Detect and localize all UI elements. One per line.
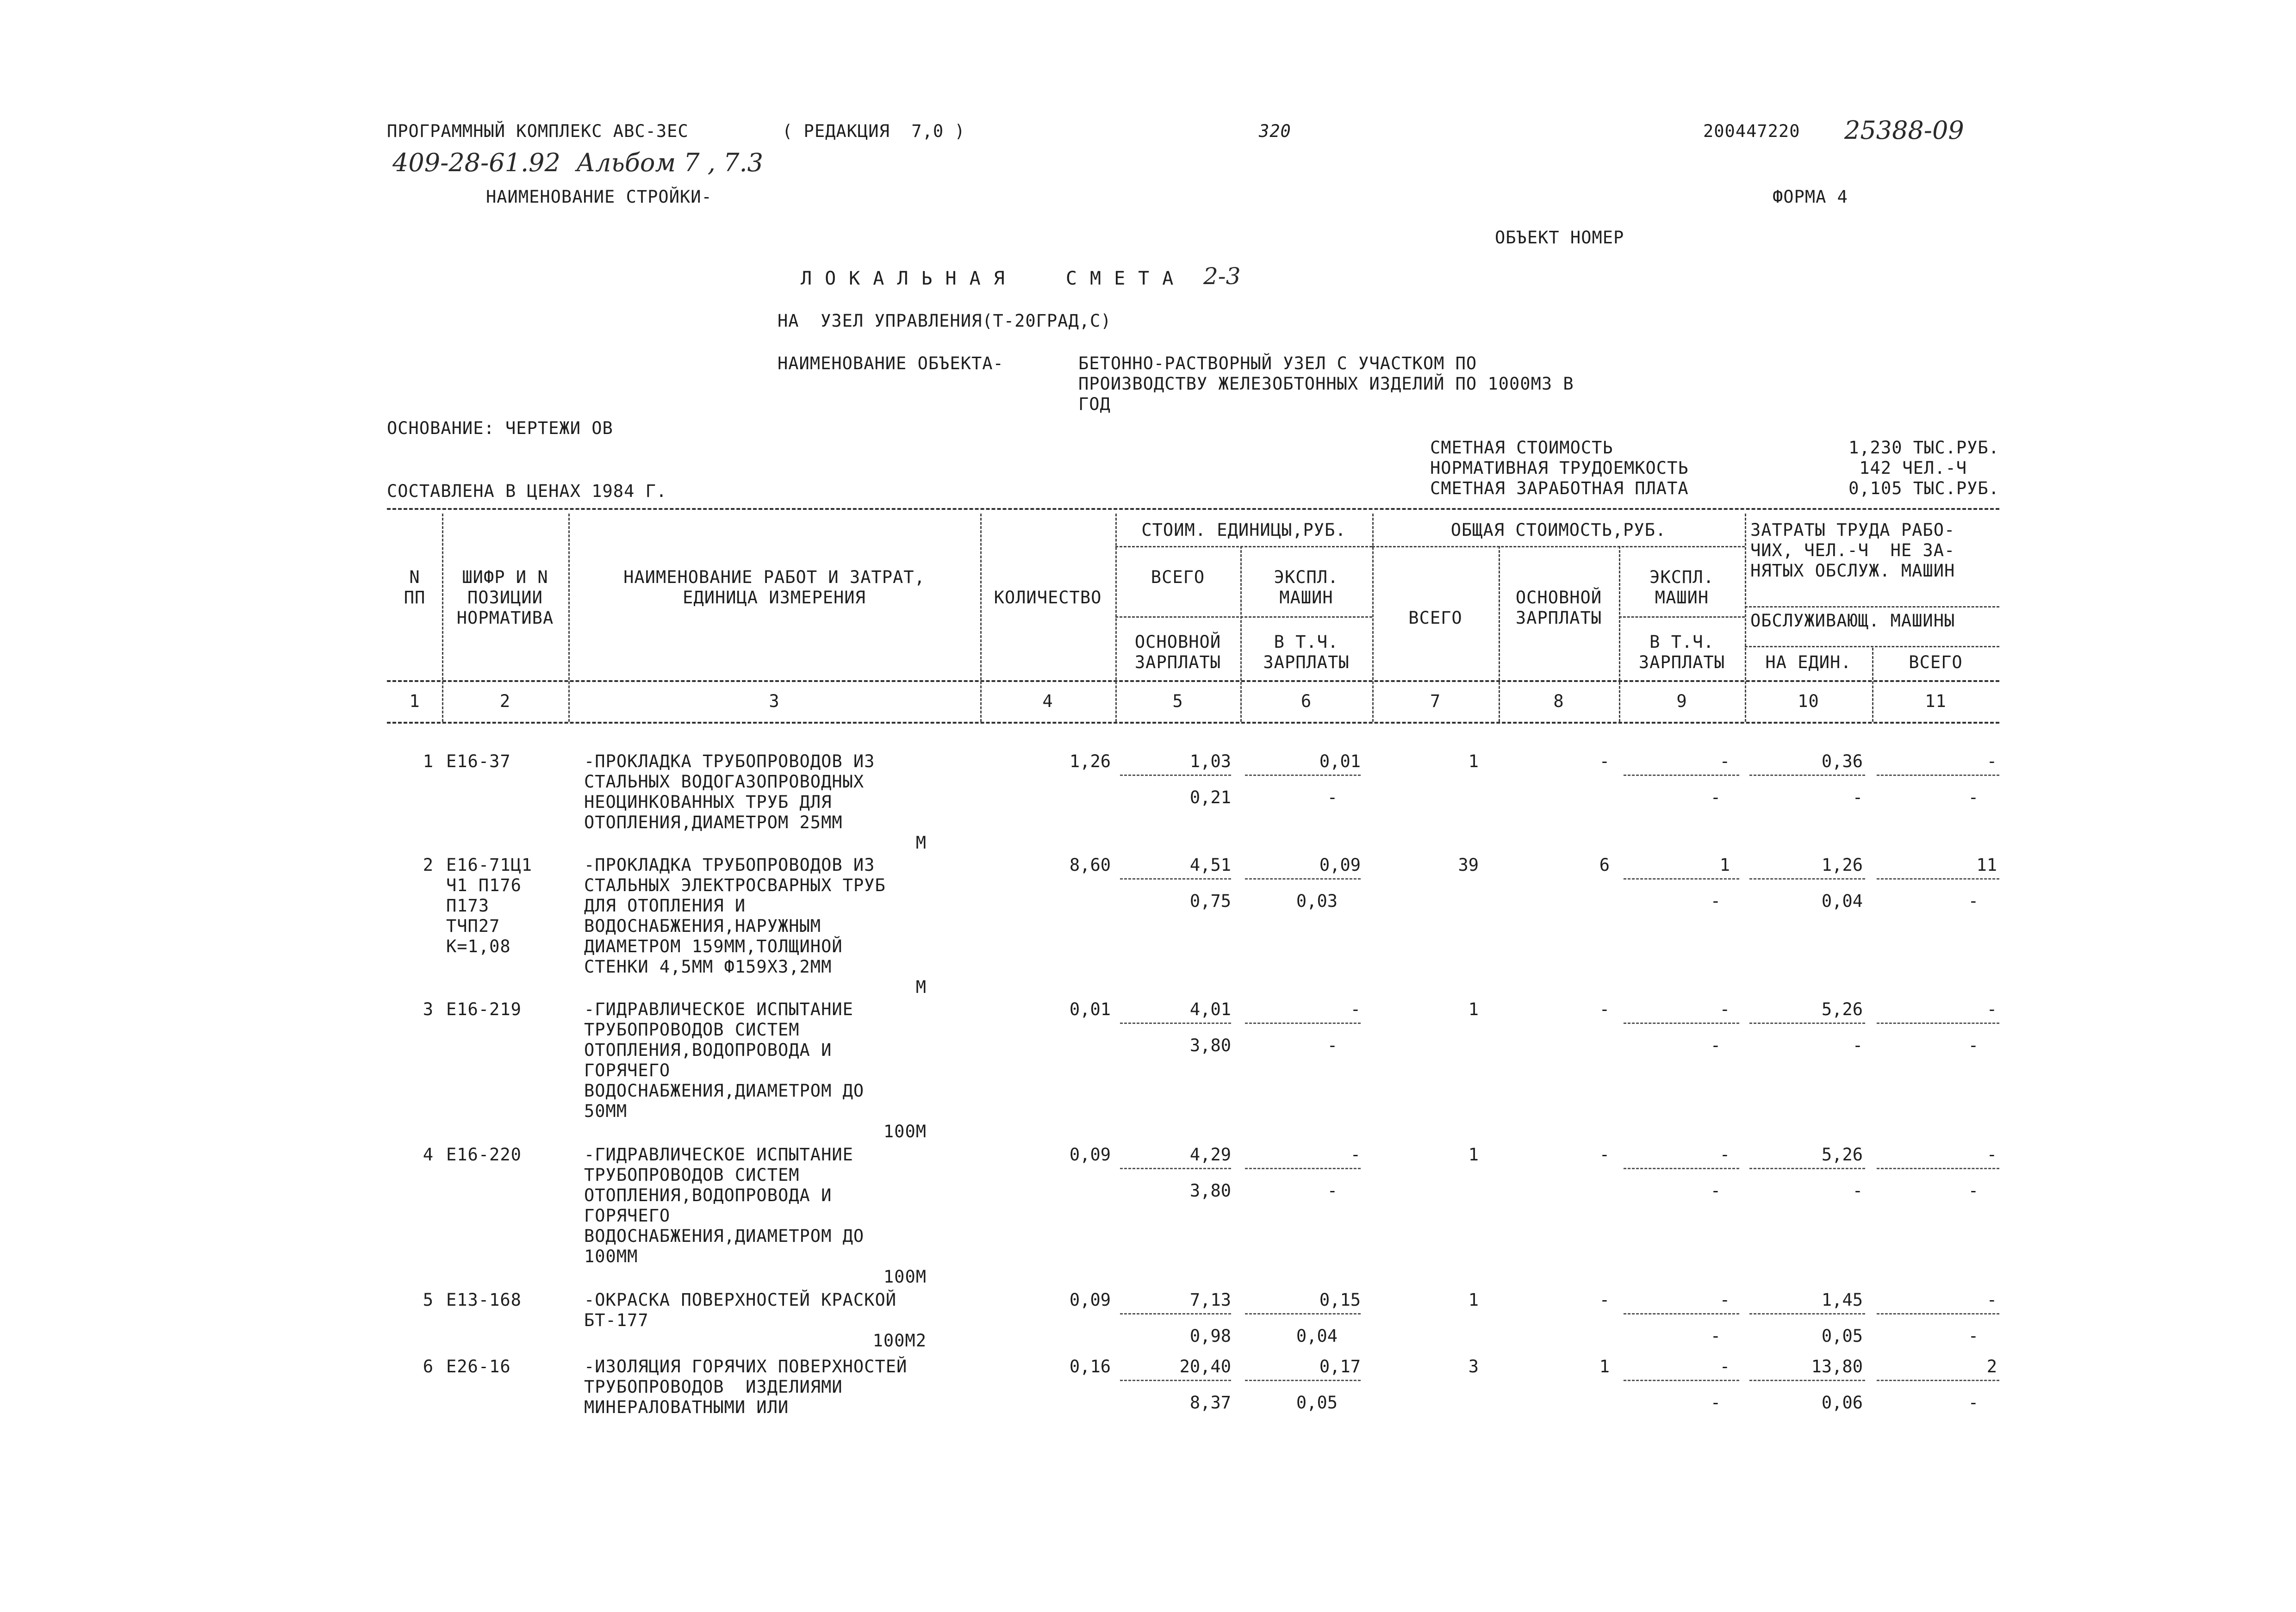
total-machines: -	[1719, 999, 1730, 1019]
labor-total: -	[1986, 1290, 1997, 1310]
work-name-line: МИНЕРАЛОВАТНЫМИ ИЛИ	[584, 1397, 789, 1417]
work-name-line: ГОРЯЧЕГО	[584, 1060, 671, 1080]
work-name-line: СТЕНКИ 4,5ММ Ф159Х3,2ММ	[584, 957, 832, 977]
labor-header-2: ЧИХ, ЧЕЛ.-Ч НЕ ЗА-	[1750, 540, 1955, 560]
col-divider-2	[568, 514, 570, 722]
col-number-11: 11	[1925, 691, 1947, 711]
col6-header-top-1: ЭКСПЛ.	[1274, 567, 1339, 587]
work-name-line: СТАЛЬНЫХ ВОДОГАЗОПРОВОДНЫХ	[584, 772, 865, 792]
cell-underline	[1877, 1168, 1999, 1169]
cell-underline	[1749, 878, 1865, 880]
quantity: 1,26	[1069, 751, 1111, 771]
unit-cost-machine-wages: 0,05	[1296, 1393, 1338, 1413]
work-name-line: 100ММ	[584, 1246, 638, 1266]
work-name-line: ОТОПЛЕНИЯ,ВОДОПРОВОДА И	[584, 1040, 832, 1060]
price-basis: СОСТАВЛЕНА В ЦЕНАХ 1984 Г.	[387, 481, 667, 501]
labor-total: -	[1986, 999, 1997, 1019]
col1-header-2: ПП	[404, 588, 426, 608]
total-machine-wages: -	[1710, 1181, 1721, 1201]
unit-cost-wages: 0,75	[1189, 891, 1231, 911]
col-divider-4	[1115, 514, 1117, 722]
cell-underline	[1624, 775, 1739, 776]
col-number-3: 3	[769, 691, 780, 711]
col-number-2: 2	[499, 691, 511, 711]
labor-machine-total: -	[1968, 1393, 1979, 1413]
work-name-line: ГОРЯЧЕГО	[584, 1206, 671, 1226]
col11-header: ВСЕГО	[1909, 652, 1963, 672]
work-name-line: ТРУБОПРОВОДОВ ИЗДЕЛИЯМИ	[584, 1377, 843, 1397]
labor-header-4: ОБСЛУЖИВАЮЩ. МАШИНЫ	[1750, 611, 1955, 631]
work-name-line: -ИЗОЛЯЦИЯ ГОРЯЧИХ ПОВЕРХНОСТЕЙ	[584, 1357, 908, 1376]
total-cost: 1	[1468, 1290, 1479, 1310]
work-name-line: -ГИДРАВЛИЧЕСКОЕ ИСПЫТАНИЕ	[584, 1145, 853, 1165]
total-wages: -	[1599, 999, 1610, 1019]
col6-header-top-2: МАШИН	[1279, 588, 1333, 608]
unit-cost-wages: 0,21	[1189, 787, 1231, 807]
labor-machine-per-unit: -	[1852, 1181, 1863, 1201]
unit-cost-subrule	[1115, 546, 1372, 547]
work-unit: М	[915, 977, 927, 997]
work-name-line: НЕОЦИНКОВАННЫХ ТРУБ ДЛЯ	[584, 792, 832, 812]
row-number: 6	[423, 1357, 433, 1376]
labor-machine-per-unit: -	[1852, 1035, 1863, 1055]
cell-underline	[1624, 1313, 1739, 1314]
labor-machine-total: -	[1968, 1326, 1979, 1346]
work-name-line: ТРУБОПРОВОДОВ СИСТЕМ	[584, 1165, 800, 1185]
basis: ОСНОВАНИЕ: ЧЕРТЕЖИ ОВ	[387, 418, 613, 438]
cell-underline	[1624, 1380, 1739, 1381]
work-unit: 100М	[883, 1267, 927, 1287]
col5-header-top: ВСЕГО	[1151, 567, 1205, 587]
machines-midrule	[1619, 616, 1745, 618]
col1-header-1: N	[409, 567, 420, 587]
total-machine-wages: -	[1710, 1393, 1721, 1413]
title-number: 2-3	[1203, 263, 1241, 290]
row-code: Е26-16	[446, 1357, 511, 1376]
object-name-line-1: БЕТОННО-РАСТВОРНЫЙ УЗЕЛ С УЧАСТКОМ ПО	[1078, 353, 1477, 373]
labor-per-unit: 5,26	[1821, 1145, 1863, 1165]
col3-header-1: НАИМЕНОВАНИЕ РАБОТ И ЗАТРАТ,	[623, 567, 925, 587]
total-wages: -	[1599, 1145, 1610, 1165]
cell-underline	[1120, 1313, 1231, 1314]
unit-cost-wages: 8,37	[1189, 1393, 1231, 1413]
row-code: Е16-219	[446, 999, 522, 1019]
cell-underline	[1749, 775, 1865, 776]
work-name-line: ВОДОСНАБЖЕНИЯ,НАРУЖНЫМ	[584, 916, 821, 936]
row-code: Е13-168	[446, 1290, 522, 1310]
total-cost: 3	[1468, 1357, 1479, 1376]
cell-underline	[1877, 775, 1999, 776]
col-number-9: 9	[1676, 691, 1687, 711]
total-cost: 1	[1468, 999, 1479, 1019]
total-machine-wages: -	[1710, 787, 1721, 807]
row-code: ТЧП27	[446, 916, 500, 936]
unit-cost-wages: 0,98	[1189, 1326, 1231, 1346]
summary-value-wages: 0,105 ТЫС.РУБ.	[1848, 478, 1999, 498]
col6-header-bottom-2: ЗАРПЛАТЫ	[1263, 652, 1350, 672]
labor-total: -	[1986, 1145, 1997, 1165]
cell-underline	[1624, 878, 1739, 880]
cell-underline	[1120, 1380, 1231, 1381]
unit-cost-machine-wages: -	[1327, 1181, 1338, 1201]
total-machine-wages: -	[1710, 1035, 1721, 1055]
col2-header-2: ПОЗИЦИИ	[467, 588, 543, 608]
quantity: 8,60	[1069, 855, 1111, 875]
cell-underline	[1749, 1023, 1865, 1024]
total-cost-header: ОБЩАЯ СТОИМОСТЬ,РУБ.	[1450, 520, 1667, 540]
object-name-line-2: ПРОИЗВОДСТВУ ЖЕЛЕЗОБТОННЫХ ИЗДЕЛИЙ ПО 1000МЗ В	[1078, 374, 1574, 394]
quantity: 0,16	[1069, 1357, 1111, 1376]
work-name-line: -ПРОКЛАДКА ТРУБОПРОВОДОВ ИЗ	[584, 855, 875, 875]
col5-header-bottom-2: ЗАРПЛАТЫ	[1134, 652, 1221, 672]
labor-machine-per-unit: 0,06	[1821, 1393, 1863, 1413]
row-code: К=1,08	[446, 936, 511, 956]
summary-label-wages: СМЕТНАЯ ЗАРАБОТНАЯ ПЛАТА	[1430, 478, 1689, 498]
row-code: Е16-37	[446, 751, 511, 771]
row-code: П173	[446, 896, 490, 916]
table-top-rule	[387, 508, 1999, 510]
unit-cost-machine-wages: 0,04	[1296, 1326, 1338, 1346]
unit-cost-total: 4,01	[1189, 999, 1231, 1019]
cell-underline	[1120, 775, 1231, 776]
work-name-line: -ГИДРАВЛИЧЕСКОЕ ИСПЫТАНИЕ	[584, 999, 853, 1019]
row-number: 2	[423, 855, 433, 875]
col7-header: ВСЕГО	[1408, 608, 1462, 628]
col9-header-top-2: МАШИН	[1655, 588, 1709, 608]
labor-header-1: ЗАТРАТЫ ТРУДА РАБО-	[1750, 520, 1955, 540]
document-title: ЛОКАЛЬНАЯ СМЕТА	[801, 268, 1187, 289]
col8-header-2: ЗАРПЛАТЫ	[1515, 608, 1602, 628]
summary-label-cost: СМЕТНАЯ СТОИМОСТЬ	[1430, 438, 1613, 458]
col-number-4: 4	[1042, 691, 1053, 711]
work-name-line: ВОДОСНАБЖЕНИЯ,ДИАМЕТРОМ ДО	[584, 1081, 865, 1101]
unit-cost-total: 4,29	[1189, 1145, 1231, 1165]
col10-header: НА ЕДИН.	[1765, 652, 1852, 672]
labor-machine-per-unit: 0,04	[1821, 891, 1863, 911]
unit-cost-machines: 0,17	[1319, 1357, 1361, 1376]
total-machine-wages: -	[1710, 891, 1721, 911]
header-bottom-rule	[387, 680, 1999, 682]
labor-machine-total: -	[1968, 891, 1979, 911]
unit-cost-machines: -	[1350, 999, 1361, 1019]
total-cost: 39	[1458, 855, 1479, 875]
quantity: 0,09	[1069, 1145, 1111, 1165]
cell-underline	[1245, 1023, 1361, 1024]
col-number-7: 7	[1430, 691, 1441, 711]
unit-cost-machines: 0,15	[1319, 1290, 1361, 1310]
total-machine-wages: -	[1710, 1326, 1721, 1346]
object-number-label: ОБЪЕКТ НОМЕР	[1495, 228, 1624, 248]
unit-cost-total: 20,40	[1179, 1357, 1231, 1376]
labor-machine-total: -	[1968, 1181, 1979, 1201]
cell-underline	[1245, 1380, 1361, 1381]
cell-underline	[1245, 775, 1361, 776]
total-wages: -	[1599, 751, 1610, 771]
unit-cost-machine-wages: 0,03	[1296, 891, 1338, 911]
unit-cost-total: 7,13	[1189, 1290, 1231, 1310]
total-machines: 1	[1719, 855, 1730, 875]
labor-per-unit: 5,26	[1821, 999, 1863, 1019]
cell-underline	[1877, 1023, 1999, 1024]
total-machines: -	[1719, 1357, 1730, 1376]
labor-per-unit: 13,80	[1811, 1357, 1863, 1376]
cell-underline	[1120, 1023, 1231, 1024]
col-divider-3	[980, 514, 982, 722]
col6-header-bottom-1: В Т.Ч.	[1274, 632, 1339, 652]
work-name-line: ОТОПЛЕНИЯ,ДИАМЕТРОМ 25ММ	[584, 812, 843, 832]
col8-header-1: ОСНОВНОЙ	[1515, 588, 1602, 608]
total-machines: -	[1719, 1145, 1730, 1165]
work-name-line: -ПРОКЛАДКА ТРУБОПРОВОДОВ ИЗ	[584, 751, 875, 771]
handwritten-album: 409-28-61.92 Альбом 7 , 7.3	[392, 148, 764, 177]
unit-cost-machine-wages: -	[1327, 1035, 1338, 1055]
unit-cost-machines: 0,01	[1319, 751, 1361, 771]
labor-machine-per-unit: -	[1852, 787, 1863, 807]
work-unit: 100М	[883, 1122, 927, 1141]
work-name-line: ДИАМЕТРОМ 159ММ,ТОЛЩИНОЙ	[584, 936, 843, 956]
row-number: 1	[423, 751, 433, 771]
construction-name-label: НАИМЕНОВАНИЕ СТРОЙКИ-	[486, 187, 712, 207]
work-name-line: ТРУБОПРОВОДОВ СИСТЕМ	[584, 1020, 800, 1040]
total-cost-subrule	[1372, 546, 1745, 547]
labor-header-3: НЯТЫХ ОБСЛУЖ. МАШИН	[1750, 561, 1955, 581]
total-machines: -	[1719, 1290, 1730, 1310]
total-wages: 6	[1599, 855, 1610, 875]
handwritten-code: 25388-09	[1844, 116, 1964, 145]
labor-midrule-2	[1745, 646, 1999, 647]
cell-underline	[1624, 1023, 1739, 1024]
labor-midrule-1	[1745, 606, 1999, 608]
cell-underline	[1749, 1168, 1865, 1169]
col9-header-top-1: ЭКСПЛ.	[1649, 567, 1714, 587]
col3-header-2: ЕДИНИЦА ИЗМЕРЕНИЯ	[683, 588, 866, 608]
labor-machine-total: -	[1968, 1035, 1979, 1055]
col4-header: КОЛИЧЕСТВО	[994, 588, 1102, 608]
row-code: Е16-220	[446, 1145, 522, 1165]
col-number-8: 8	[1553, 691, 1564, 711]
labor-machine-total: -	[1968, 787, 1979, 807]
work-name-line: СТАЛЬНЫХ ЭЛЕКТРОСВАРНЫХ ТРУБ	[584, 875, 886, 895]
labor-total: 11	[1976, 855, 1997, 875]
labor-per-unit: 0,36	[1821, 751, 1863, 771]
quantity: 0,09	[1069, 1290, 1111, 1310]
summary-value-cost: 1,230 ТЫС.РУБ.	[1848, 438, 1999, 458]
cell-underline	[1877, 1313, 1999, 1314]
edition: ( РЕДАКЦИЯ 7,0 )	[782, 121, 965, 141]
estimate-subject: НА УЗЕЛ УПРАВЛЕНИЯ(Т-20ГРАД,С)	[778, 311, 1112, 331]
unit-cost-wages: 3,80	[1189, 1181, 1231, 1201]
cell-underline	[1749, 1380, 1865, 1381]
cell-underline	[1245, 878, 1361, 880]
col5-header-bottom-1: ОСНОВНОЙ	[1134, 632, 1221, 652]
unit-cost-machines: 0,09	[1319, 855, 1361, 875]
object-name-line-3: ГОД	[1078, 394, 1111, 414]
unit-cost-header: СТОИМ. ЕДИНИЦЫ,РУБ.	[1141, 520, 1346, 540]
cell-underline	[1877, 878, 1999, 880]
col-number-6: 6	[1300, 691, 1312, 711]
cell-underline	[1749, 1313, 1865, 1314]
total-wages: 1	[1599, 1357, 1610, 1376]
work-unit: 100М2	[872, 1331, 927, 1351]
unit-cost-midrule	[1115, 616, 1372, 618]
row-code: Ч1 П176	[446, 875, 522, 895]
unit-cost-machines: -	[1350, 1145, 1361, 1165]
cell-underline	[1877, 1380, 1999, 1381]
total-cost: 1	[1468, 1145, 1479, 1165]
work-name-line: ДЛЯ ОТОПЛЕНИЯ И	[584, 896, 746, 916]
cell-underline	[1624, 1168, 1739, 1169]
row-number: 4	[423, 1145, 433, 1165]
labor-per-unit: 1,26	[1821, 855, 1863, 875]
object-name-label: НАИМЕНОВАНИЕ ОБЪЕКТА-	[778, 353, 1004, 373]
total-machines: -	[1719, 751, 1730, 771]
cell-underline	[1120, 878, 1231, 880]
labor-per-unit: 1,45	[1821, 1290, 1863, 1310]
unit-cost-wages: 3,80	[1189, 1035, 1231, 1055]
col2-header-1: ШИФР И N	[462, 567, 548, 587]
work-unit: М	[915, 833, 927, 853]
labor-machine-per-unit: 0,05	[1821, 1326, 1863, 1346]
col-divider-9	[1745, 514, 1746, 722]
summary-value-labor: 142 ЧЕЛ.-Ч	[1859, 458, 1967, 478]
row-number: 3	[423, 999, 433, 1019]
labor-total: -	[1986, 751, 1997, 771]
cell-underline	[1120, 1168, 1231, 1169]
row-code: Е16-71Ц1	[446, 855, 533, 875]
form-label: ФОРМА 4	[1773, 187, 1848, 207]
row-number: 5	[423, 1290, 433, 1310]
col-number-5: 5	[1172, 691, 1183, 711]
col9-header-bottom-1: В Т.Ч.	[1649, 632, 1714, 652]
quantity: 0,01	[1069, 999, 1111, 1019]
cell-underline	[1245, 1313, 1361, 1314]
document-code: 200447220	[1703, 121, 1800, 141]
total-cost: 1	[1468, 751, 1479, 771]
unit-cost-total: 1,03	[1189, 751, 1231, 771]
program-name: ПРОГРАММНЫЙ КОМПЛЕКС АВС-3ЕС	[387, 121, 689, 141]
col9-header-bottom-2: ЗАРПЛАТЫ	[1638, 652, 1725, 672]
work-name-line: ОТОПЛЕНИЯ,ВОДОПРОВОДА И	[584, 1185, 832, 1205]
work-name-line: ВОДОСНАБЖЕНИЯ,ДИАМЕТРОМ ДО	[584, 1226, 865, 1246]
total-wages: -	[1599, 1290, 1610, 1310]
unit-cost-total: 4,51	[1189, 855, 1231, 875]
col2-header-3: НОРМАТИВА	[456, 608, 554, 628]
summary-label-labor: НОРМАТИВНАЯ ТРУДОЕМКОСТЬ	[1430, 458, 1689, 478]
page-number: 320	[1259, 121, 1291, 141]
unit-cost-machine-wages: -	[1327, 787, 1338, 807]
numbers-bottom-rule	[387, 722, 1999, 724]
work-name-line: БТ-177	[584, 1310, 649, 1330]
work-name-line: 50ММ	[584, 1101, 628, 1121]
cell-underline	[1245, 1168, 1361, 1169]
col-number-1: 1	[409, 691, 420, 711]
work-name-line: -ОКРАСКА ПОВЕРХНОСТЕЙ КРАСКОЙ	[584, 1290, 897, 1310]
labor-total: 2	[1986, 1357, 1997, 1376]
col-number-10: 10	[1798, 691, 1819, 711]
